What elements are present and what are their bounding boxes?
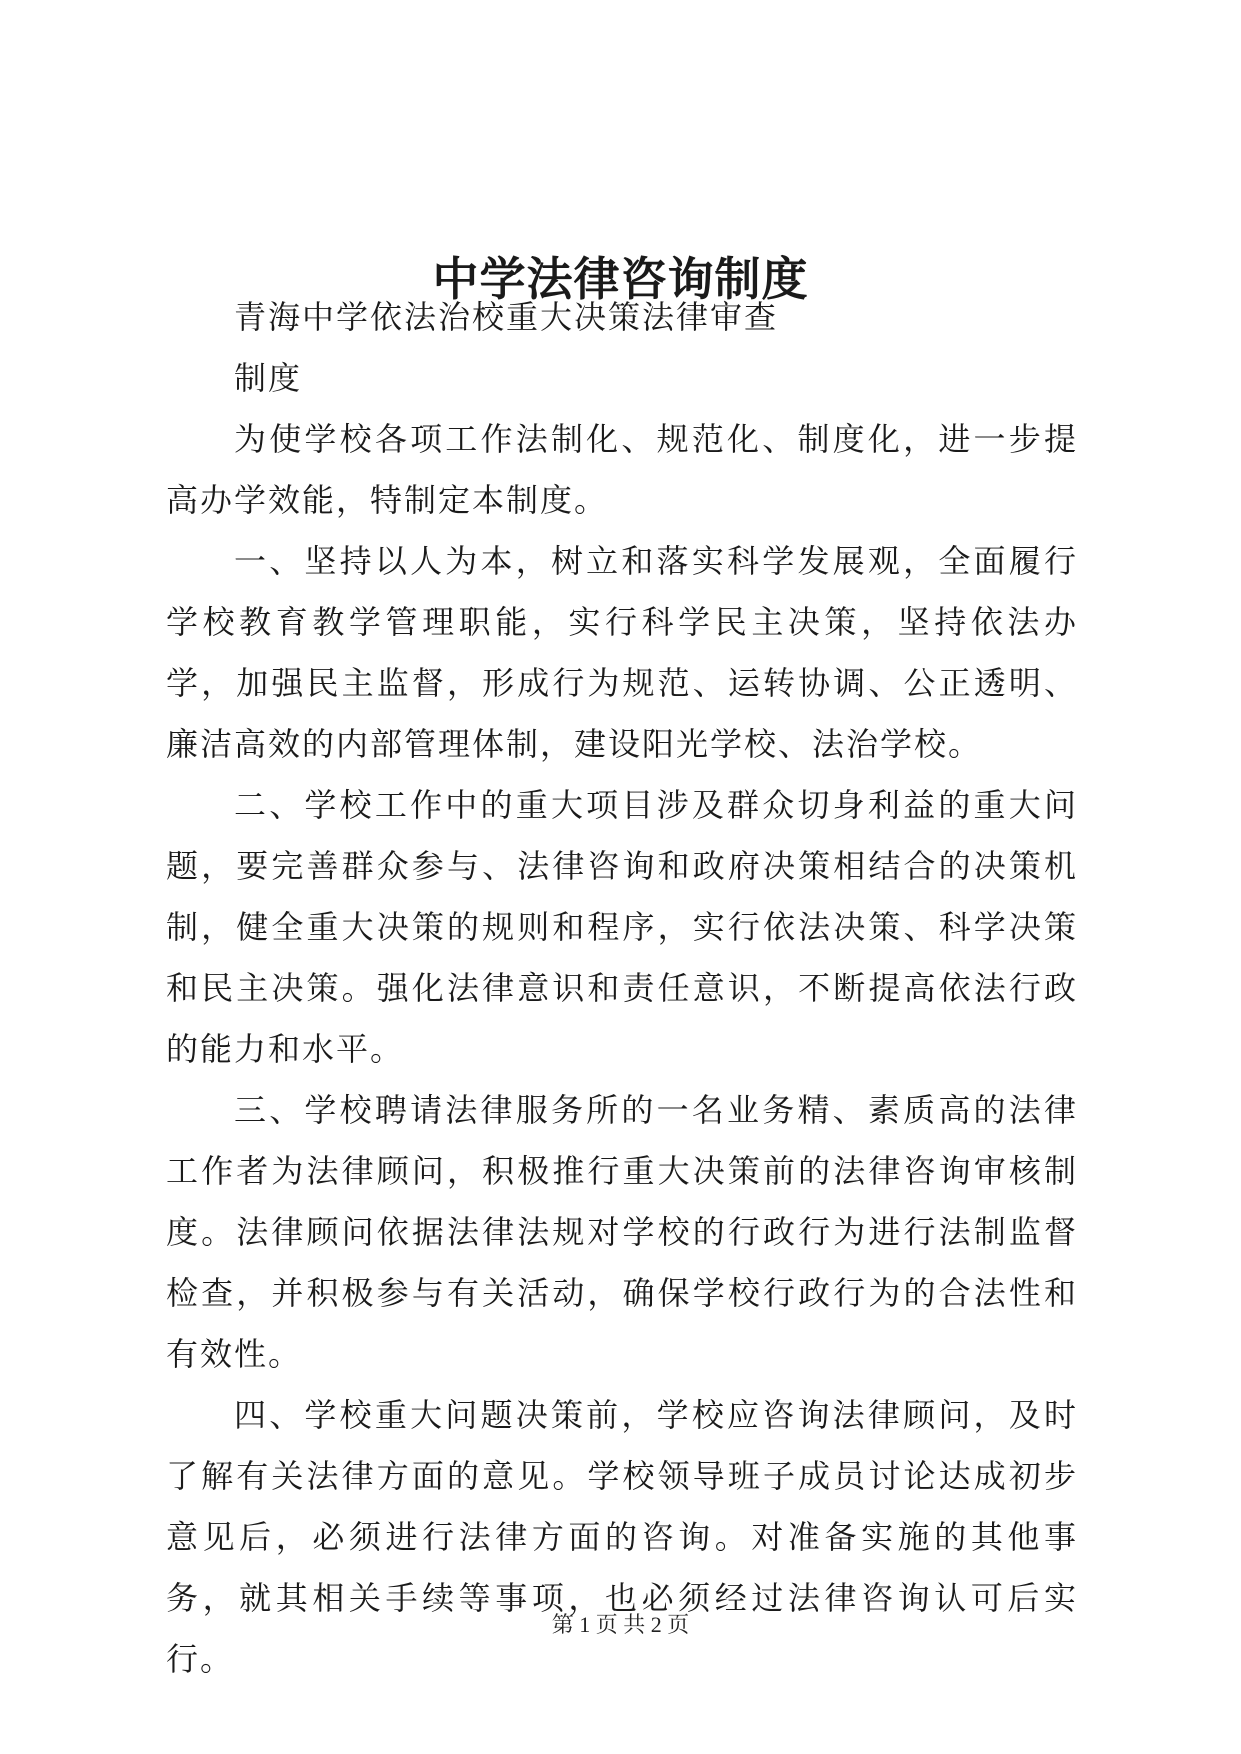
subtitle-line-2: 制度 [234, 359, 303, 397]
page-number-footer: 第 1 页 共 2 页 [551, 1612, 690, 1637]
clause-4-paragraph: 四、学校重大问题决策前，学校应咨询法律顾问，及时了解有关法律方面的意见。学校领导班子成员讨论达成初步意见后，必须进行法律方面的咨询。对准备实施的其他事务，就其相关手续等事项，也必须经过法律咨询认可后实行。 [166, 1396, 1078, 1678]
document-body [166, 287, 1078, 1690]
document-title: 中学法律咨询制度 [432, 251, 809, 306]
subtitle-line-1: 青海中学依法治校重大决策法律审查 [234, 298, 779, 336]
intro-paragraph: 为使学校各项工作法制化、规范化、制度化，进一步提高办学效能，特制定本制度。 [166, 420, 1078, 519]
clause-1-paragraph: 一、坚持以人为本，树立和落实科学发展观，全面履行学校教育教学管理职能，实行科学民主决策，坚持依法办学，加强民主监督，形成行为规范、运转协调、公正透明、廉洁高效的内部管理体制，建设阳光学校、法治学校。 [166, 542, 1078, 763]
clause-3-paragraph: 三、学校聘请法律服务所的一名业务精、素质高的法律工作者为法律顾问，积极推行重大决策前的法律咨询审核制度。法律顾问依据法律法规对学校的行政行为进行法制监督检查，并积极参与有关活动，确保学校行政行为的合法性和有效性。 [166, 1091, 1078, 1373]
clause-2-paragraph: 二、学校工作中的重大项目涉及群众切身利益的重大问题，要完善群众参与、法律咨询和政府决策相结合的决策机制，健全重大决策的规则和程序，实行依法决策、科学决策和民主决策。强化法律意识和责任意识，不断提高依法行政的能力和水平。 [166, 786, 1078, 1068]
